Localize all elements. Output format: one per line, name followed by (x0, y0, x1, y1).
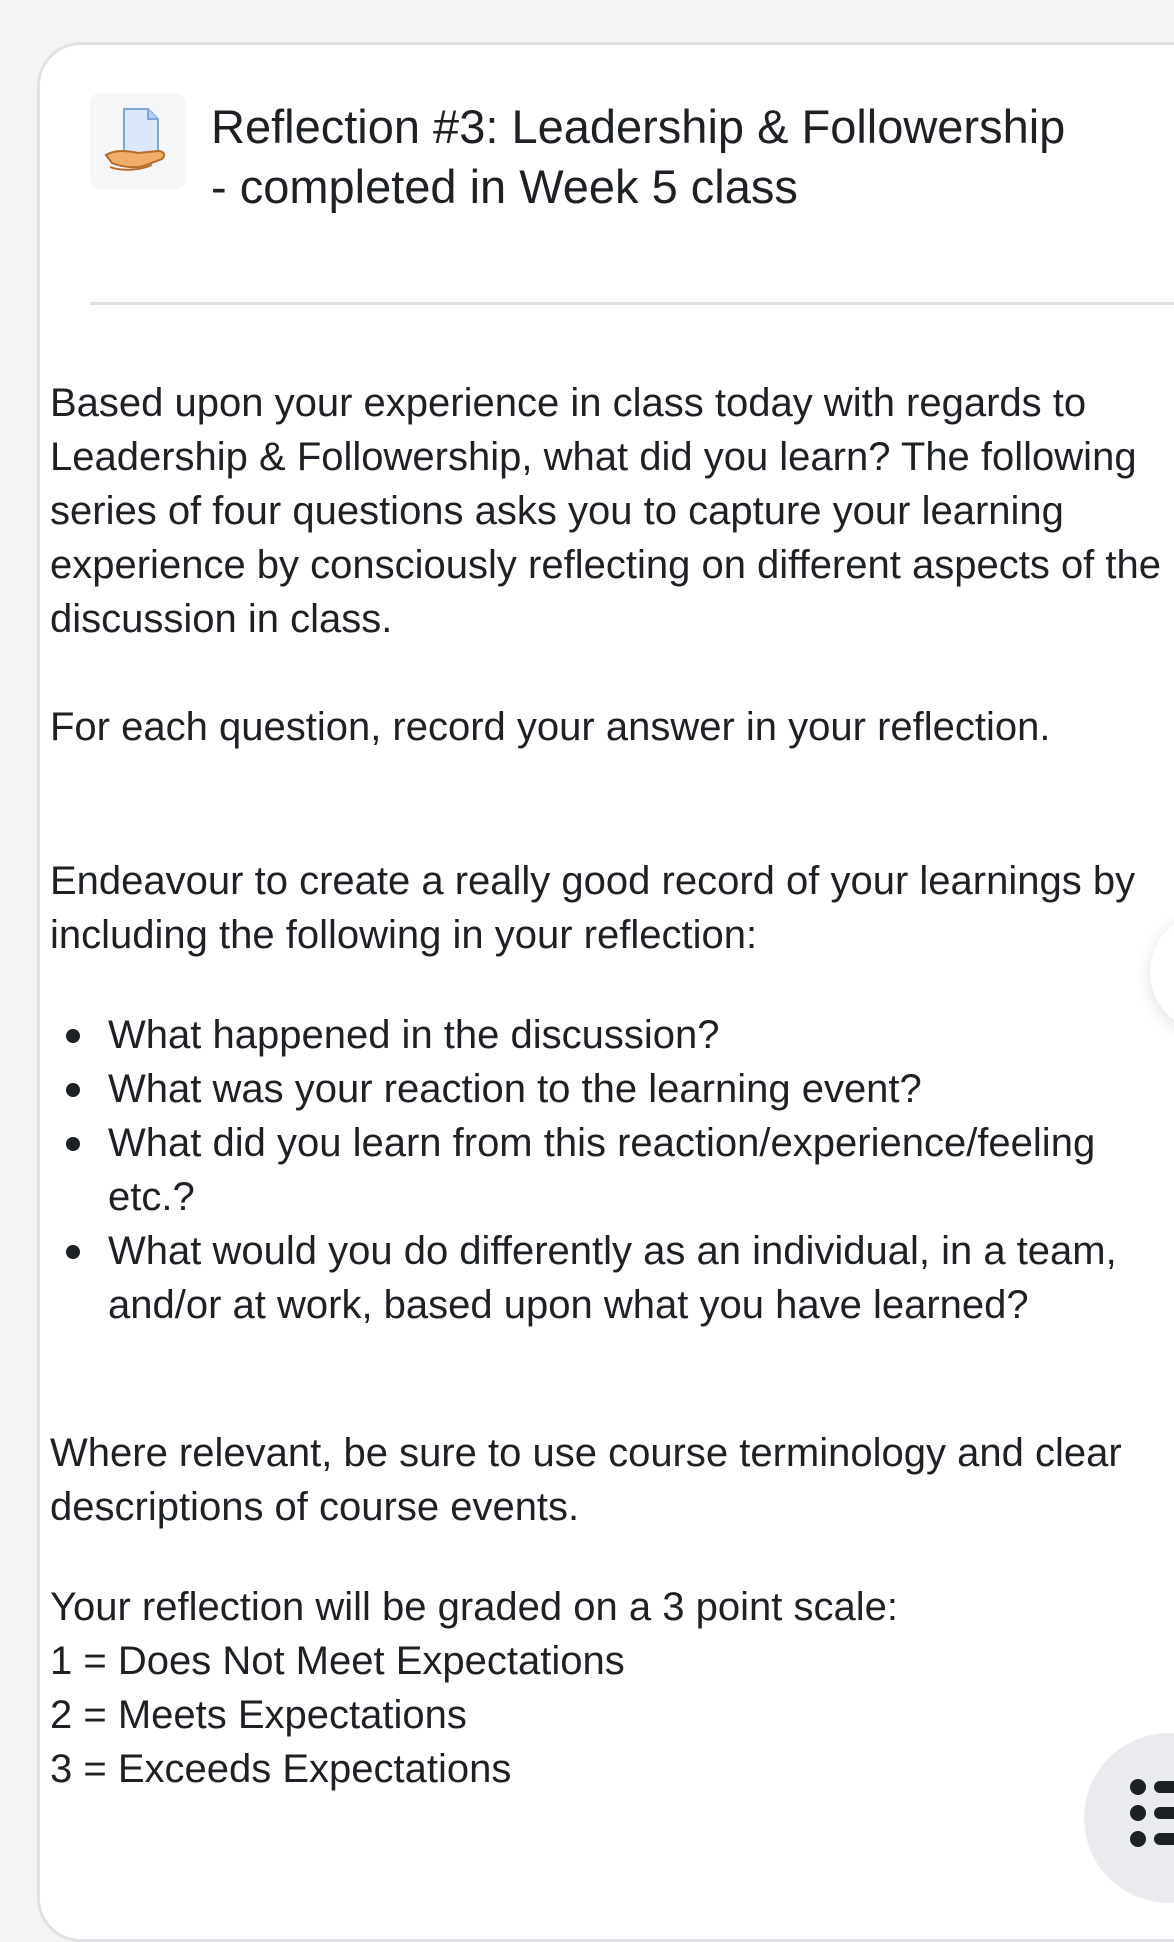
question-text: What would you do differently as an individual, in a team, and/or at work, based upon what you have learned? (108, 1229, 1117, 1327)
bullet-icon (66, 1083, 80, 1097)
question-text: What was your reaction to the learning event? (108, 1067, 922, 1111)
bullet-icon (66, 1137, 80, 1151)
list-item (50, 1116, 1150, 1224)
question-text: What did you learn from this reaction/experience/feeling etc.? (108, 1121, 1096, 1219)
reflection-questions-list (50, 1008, 1150, 1332)
endeavour-paragraph: Endeavour to create a really good record of your learnings by including the following in your reflection: (50, 859, 1136, 957)
bullet-icon (66, 1245, 80, 1259)
bullet-icon (66, 1029, 80, 1043)
grading-level: 3 = Exceeds Expectations (50, 1747, 512, 1791)
grading-intro: Your reflection will be graded on a 3 point scale: (50, 1585, 898, 1629)
terminology-paragraph: Where relevant, be sure to use course terminology and clear descriptions of course events. (50, 1431, 1122, 1529)
course-index-list-icon (1130, 1773, 1174, 1853)
activity-description (50, 376, 1170, 1791)
list-item (50, 1062, 1150, 1116)
assignment-icon (90, 93, 186, 189)
intro-paragraph: Based upon your experience in class today with regards to Leadership & Followership, what did you learn? The following series of four questions asks you to capture your learning experience by consciously reflecting on different aspects of the discussion in class. (50, 381, 1162, 641)
list-item (50, 1008, 1150, 1062)
header-divider (90, 302, 1174, 305)
list-item (50, 1224, 1150, 1332)
grading-level: 2 = Meets Expectations (50, 1693, 467, 1737)
grading-level: 1 = Does Not Meet Expectations (50, 1639, 625, 1683)
record-instruction: For each question, record your answer in your reflection. (50, 705, 1051, 749)
grading-scale (50, 1580, 1150, 1796)
question-text: What happened in the discussion? (108, 1013, 720, 1057)
activity-title: Reflection #3: Leadership & Followership - completed in Week 5 class (211, 100, 1066, 213)
